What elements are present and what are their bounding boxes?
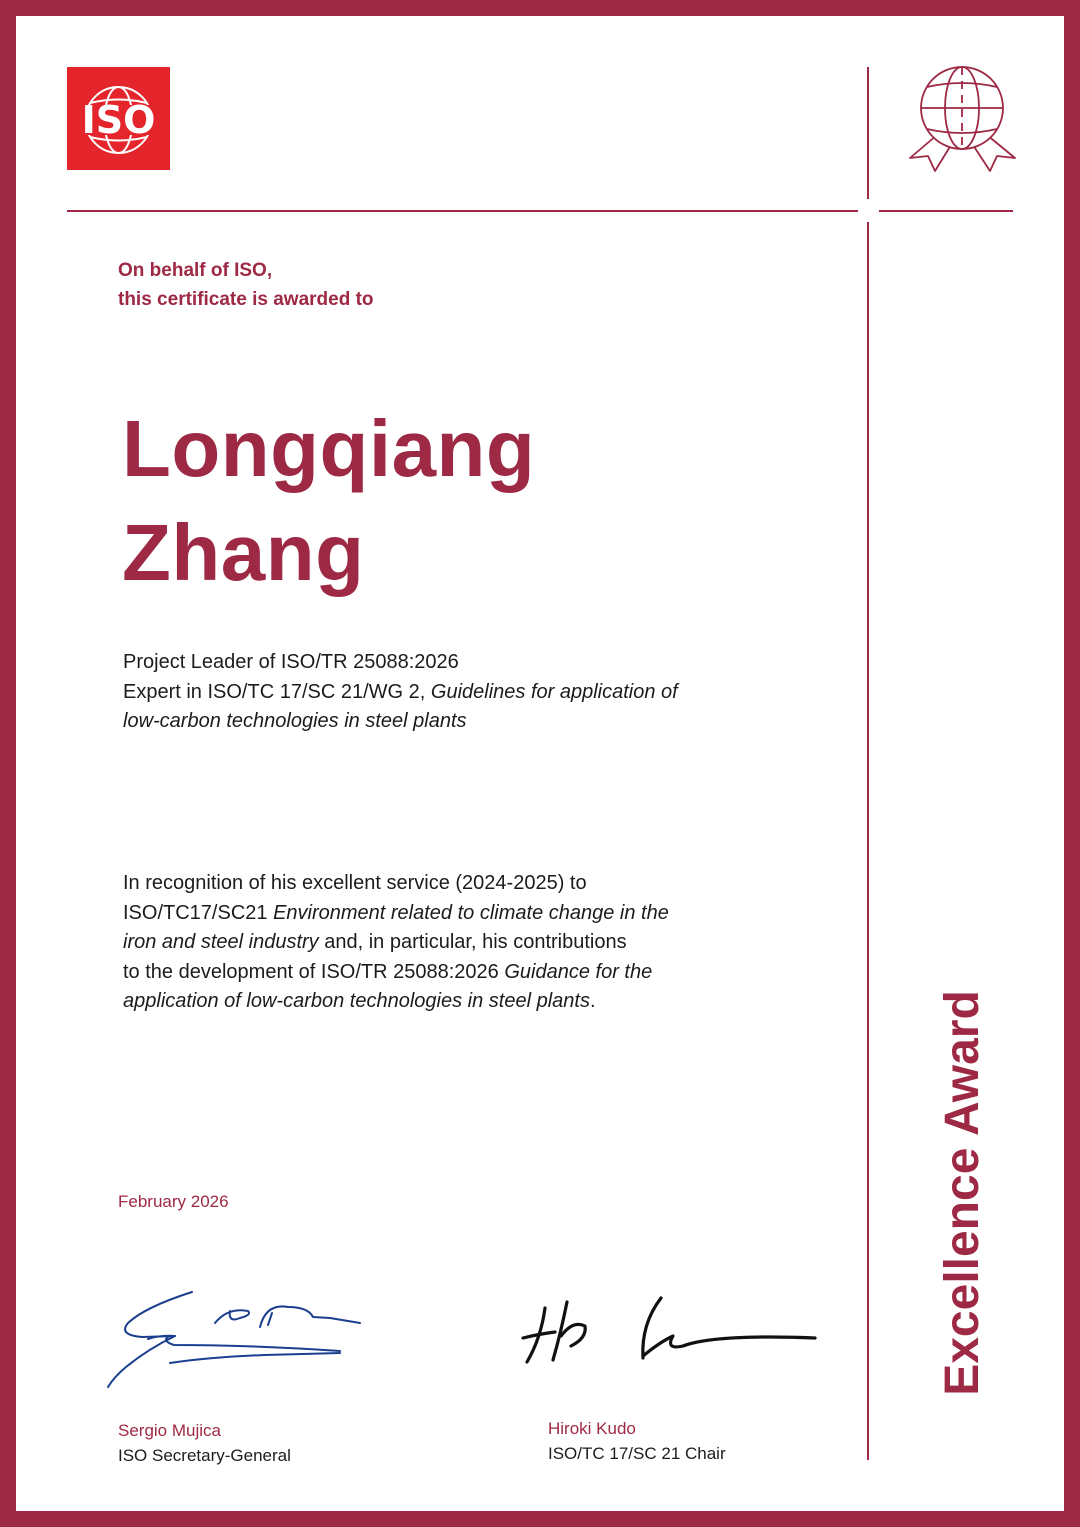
signatory-1-title: ISO Secretary-General [118, 1446, 291, 1465]
recognition-text [123, 869, 843, 1017]
recipient-first-name: Longqiang [122, 404, 536, 493]
recognition-line-4: to the development of ISO/TR 25088:2026 Guidance for the [123, 960, 653, 983]
recognition-line-1: In recognition of his excellent service (2024-2025) to [123, 872, 587, 894]
iso-logo [67, 67, 170, 170]
recognition-line-3: iron and steel industry and, in particular, his contributions [123, 931, 627, 953]
globe-award-ribbon-icon [905, 63, 1020, 183]
signatory-2-title: ISO/TC 17/SC 21 Chair [548, 1444, 726, 1463]
header-divider-left [67, 210, 858, 212]
recognition-line-2: ISO/TC17/SC21 Environment related to climate change in the [123, 901, 669, 924]
recipient-name [122, 397, 535, 605]
header-divider-right [879, 210, 1013, 212]
signatory-1-name: Sergio Mujica [118, 1421, 221, 1440]
vertical-divider-top [867, 67, 869, 199]
svg-text:ISO: ISO [81, 98, 156, 142]
intro-line-2: this certificate is awarded to [118, 289, 374, 310]
vertical-divider-bottom [867, 222, 869, 1460]
signatory-2-name: Hiroki Kudo [548, 1419, 636, 1438]
award-intro [118, 256, 374, 314]
role-line-2: Expert in ISO/TC 17/SC 21/WG 2, Guidelines for application of [123, 680, 678, 703]
role-line-3: low-carbon technologies in steel plants [123, 710, 467, 732]
recognition-line-5: application of low-carbon technologies in steel plants. [123, 990, 596, 1012]
role-line-1: Project Leader of ISO/TR 25088:2026 [123, 651, 459, 673]
recipient-roles [123, 648, 843, 737]
award-date: February 2026 [118, 1192, 229, 1211]
recipient-last-name: Zhang [122, 508, 365, 597]
signature-sergio-mujica [100, 1285, 370, 1400]
intro-line-1: On behalf of ISO, [118, 260, 273, 281]
signature-hiroki-kudo [515, 1290, 825, 1385]
signatory-1 [118, 1418, 291, 1468]
award-title-vertical: Excellence Award [936, 990, 989, 1396]
signatory-2 [548, 1416, 726, 1466]
iso-globe-logo-icon [67, 67, 170, 170]
